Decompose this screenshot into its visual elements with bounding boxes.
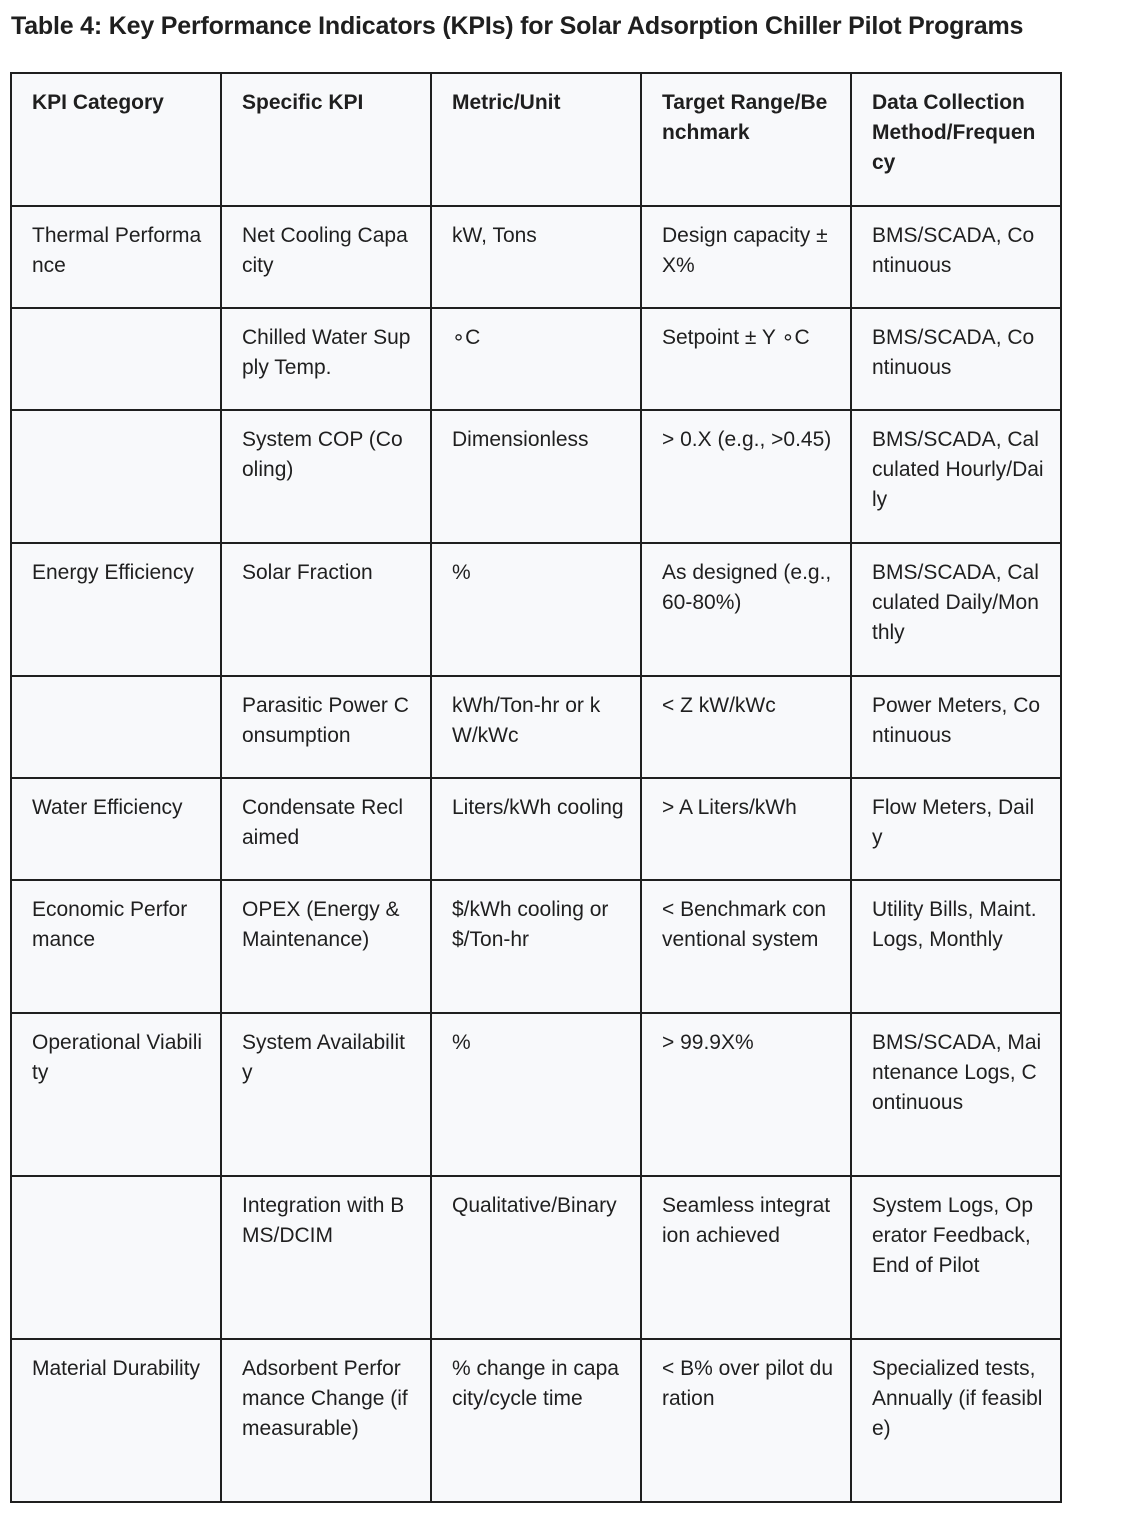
cell-kpi-category: Material Durability xyxy=(11,1339,221,1502)
cell-data-collection: BMS/SCADA, Maintenance Logs, Continuous xyxy=(851,1013,1061,1176)
cell-data-collection: Power Meters, Continuous xyxy=(851,676,1061,778)
cell-metric-unit: Dimensionless xyxy=(431,410,641,543)
cell-metric-unit: $/kWh cooling or $/Ton-hr xyxy=(431,880,641,1013)
cell-data-collection: System Logs, Operator Feedback, End of Pilot xyxy=(851,1176,1061,1339)
header-kpi-category: KPI Category xyxy=(11,73,221,206)
cell-specific-kpi: Solar Fraction xyxy=(221,543,431,676)
cell-specific-kpi: Integration with BMS/DCIM xyxy=(221,1176,431,1339)
cell-kpi-category xyxy=(11,410,221,543)
cell-data-collection: Flow Meters, Daily xyxy=(851,778,1061,880)
cell-kpi-category: Energy Efficiency xyxy=(11,543,221,676)
header-specific-kpi: Specific KPI xyxy=(221,73,431,206)
cell-specific-kpi: Parasitic Power Consumption xyxy=(221,676,431,778)
cell-data-collection: BMS/SCADA, Continuous xyxy=(851,308,1061,410)
cell-specific-kpi: Adsorbent Performance Change (if measurable) xyxy=(221,1339,431,1502)
table-row xyxy=(11,308,1061,410)
cell-data-collection: Utility Bills, Maint. Logs, Monthly xyxy=(851,880,1061,1013)
table-header-row xyxy=(11,73,1061,206)
cell-metric-unit: kW, Tons xyxy=(431,206,641,308)
cell-target-range: Setpoint ± Y ∘C xyxy=(641,308,851,410)
cell-data-collection: BMS/SCADA, Calculated Hourly/Daily xyxy=(851,410,1061,543)
table-row xyxy=(11,1176,1061,1339)
table-row xyxy=(11,676,1061,778)
cell-data-collection: BMS/SCADA, Calculated Daily/Monthly xyxy=(851,543,1061,676)
cell-specific-kpi: System COP (Cooling) xyxy=(221,410,431,543)
cell-metric-unit: % xyxy=(431,543,641,676)
cell-target-range: Seamless integration achieved xyxy=(641,1176,851,1339)
cell-metric-unit: kWh/Ton-hr or kW/kWc xyxy=(431,676,641,778)
cell-specific-kpi: Net Cooling Capacity xyxy=(221,206,431,308)
table-row xyxy=(11,543,1061,676)
cell-metric-unit: Qualitative/Binary xyxy=(431,1176,641,1339)
cell-metric-unit: % xyxy=(431,1013,641,1176)
cell-kpi-category: Thermal Performance xyxy=(11,206,221,308)
table-row xyxy=(11,880,1061,1013)
table-row xyxy=(11,206,1061,308)
cell-target-range: > 0.X (e.g., >0.45) xyxy=(641,410,851,543)
cell-target-range: As designed (e.g., 60-80%) xyxy=(641,543,851,676)
header-target-range: Target Range/Benchmark xyxy=(641,73,851,206)
cell-metric-unit: ∘C xyxy=(431,308,641,410)
table-row xyxy=(11,778,1061,880)
table-row xyxy=(11,1013,1061,1176)
cell-kpi-category: Operational Viability xyxy=(11,1013,221,1176)
cell-specific-kpi: System Availability xyxy=(221,1013,431,1176)
table-row xyxy=(11,1339,1061,1502)
header-metric-unit: Metric/Unit xyxy=(431,73,641,206)
table-row xyxy=(11,410,1061,543)
cell-metric-unit: Liters/kWh cooling xyxy=(431,778,641,880)
cell-specific-kpi: Condensate Reclaimed xyxy=(221,778,431,880)
cell-kpi-category: Economic Performance xyxy=(11,880,221,1013)
cell-specific-kpi: OPEX (Energy & Maintenance) xyxy=(221,880,431,1013)
cell-target-range: > A Liters/kWh xyxy=(641,778,851,880)
cell-kpi-category xyxy=(11,676,221,778)
cell-kpi-category xyxy=(11,1176,221,1339)
cell-kpi-category xyxy=(11,308,221,410)
header-data-collection: Data Collection Method/Frequency xyxy=(851,73,1061,206)
cell-data-collection: Specialized tests, Annually (if feasible) xyxy=(851,1339,1061,1502)
cell-target-range: < Benchmark conventional system xyxy=(641,880,851,1013)
cell-metric-unit: % change in capacity/cycle time xyxy=(431,1339,641,1502)
cell-target-range: < B% over pilot duration xyxy=(641,1339,851,1502)
cell-target-range: > 99.9X% xyxy=(641,1013,851,1176)
cell-kpi-category: Water Efficiency xyxy=(11,778,221,880)
kpi-table xyxy=(10,72,1062,1503)
table-title: Table 4: Key Performance Indicators (KPIs) for Solar Adsorption Chiller Pilot Programs xyxy=(11,12,1024,40)
cell-target-range: Design capacity ± X% xyxy=(641,206,851,308)
cell-specific-kpi: Chilled Water Supply Temp. xyxy=(221,308,431,410)
cell-target-range: < Z kW/kWc xyxy=(641,676,851,778)
cell-data-collection: BMS/SCADA, Continuous xyxy=(851,206,1061,308)
